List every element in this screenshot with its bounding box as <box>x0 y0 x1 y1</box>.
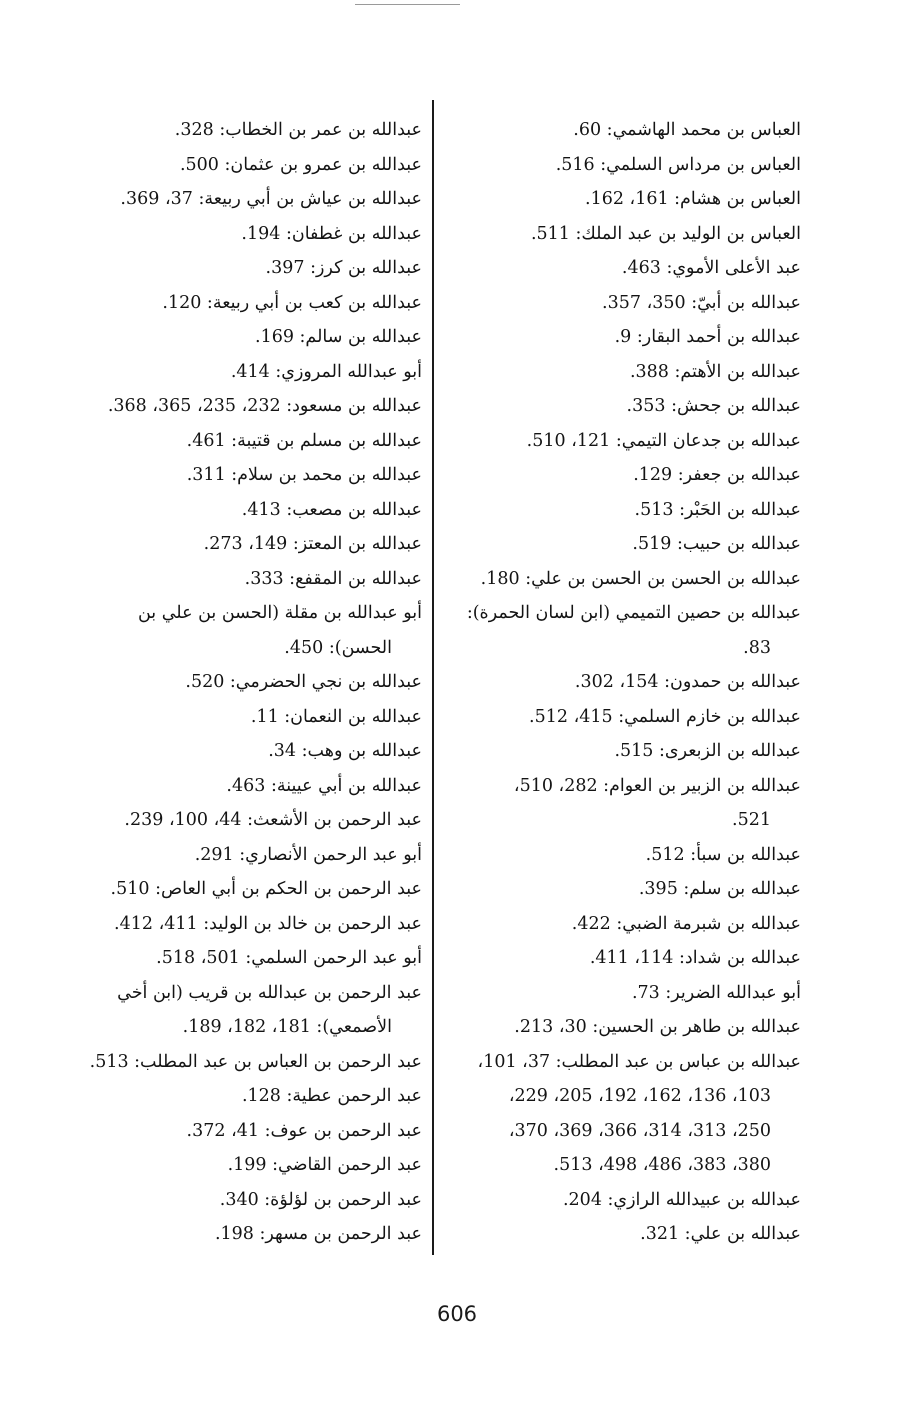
index-entry: أبو عبد الرحمن السلمي: 501، 518. <box>156 948 422 968</box>
index-entry: أبو عبدالله الضرير: 73. <box>631 982 801 1003</box>
index-entry: عبدالله بن عياش بن أبي ربيعة: 37، 369. <box>120 189 422 209</box>
index-entry: عبدالله بن مسعود: 232، 235، 365، 368. <box>107 396 422 416</box>
index-entry: عبدالله بن كعب بن أبي ربيعة: 120. <box>162 292 422 313</box>
index-entry: عبد الرحمن بن مسهر: 198. <box>214 1224 422 1244</box>
index-entry: عبدالله بن سلم: 395. <box>638 879 801 899</box>
index-entry: عبد الرحمن بن الأشعث: 44، 100، 239. <box>124 810 422 830</box>
index-column-right <box>411 113 801 1252</box>
index-entry: العباس بن مرداس السلمي: 516. <box>555 154 801 175</box>
index-entry: عبد الرحمن القاضي: 199. <box>227 1155 422 1175</box>
index-entry: عبدالله بن كرز: 397. <box>265 258 422 278</box>
page-number: 606 <box>436 1302 478 1326</box>
index-entry: عبدالله بن مصعب: 413. <box>241 499 422 520</box>
index-entry: عبد الأعلى الأموي: 463. <box>621 258 801 278</box>
index-entry: عبدالله بن نجي الحضرمي: 520. <box>185 672 422 692</box>
index-column-left <box>30 113 422 1252</box>
index-entry: عبدالله بن شداد: 114، 411. <box>589 948 801 968</box>
index-entry: عبد الرحمن بن خالد بن الوليد: 411، 412. <box>114 913 422 934</box>
index-entry-continuation: 250، 313، 314، 366، 369، 370، <box>508 1120 771 1141</box>
index-entry: عبدالله بن المعتز: 149، 273. <box>203 534 422 554</box>
index-entry: عبد الرحمن بن لؤلؤة: 340. <box>219 1189 422 1210</box>
index-entry: عبدالله بن حمدون: 154، 302. <box>574 672 801 692</box>
index-entry: أبو عبدالله بن مقلة (الحسن بن علي بن <box>137 603 422 623</box>
column-divider <box>432 100 434 1255</box>
index-entry: عبدالله بن الزبير بن العوام: 282، 510، <box>513 775 801 796</box>
index-entry: عبدالله بن أبي عيينة: 463. <box>226 775 422 796</box>
index-entry-continuation: 521. <box>732 810 771 830</box>
index-entry: عبد الرحمن بن العباس بن عبد المطلب: 513. <box>89 1051 422 1072</box>
index-entry: عبدالله بن عمرو بن عثمان: 500. <box>179 154 422 175</box>
index-entry: عبدالله بن سبأ: 512. <box>645 844 801 865</box>
index-entry-continuation: 83. <box>743 637 771 658</box>
index-entry: العباس بن الوليد بن عبد الملك: 511. <box>530 223 801 244</box>
header-rule <box>355 4 460 5</box>
index-entry: عبدالله بن الأهتم: 388. <box>629 361 801 382</box>
index-entry: عبدالله بن عباس بن عبد المطلب: 37، 101، <box>477 1051 801 1072</box>
index-entry: عبدالله بن الحسن بن الحسن بن علي: 180. <box>480 568 801 589</box>
index-entry: العباس بن هشام: 161، 162. <box>584 189 801 209</box>
index-entry: عبدالله بن عبيدالله الرازي: 204. <box>562 1189 801 1210</box>
index-entry-continuation: 103، 136، 162، 192، 205، 229، <box>508 1086 771 1106</box>
index-entry-continuation: الحسن): 450. <box>284 637 392 658</box>
index-entry: عبدالله بن عمر بن الخطاب: 328. <box>174 120 422 140</box>
index-entry: عبدالله بن محمد بن سلام: 311. <box>186 465 422 485</box>
index-entry: عبدالله بن الزبعرى: 515. <box>614 741 801 761</box>
index-entry: العباس بن محمد الهاشمي: 60. <box>573 120 801 140</box>
index-entry: عبدالله بن شبرمة الضبي: 422. <box>571 913 801 934</box>
index-entry: عبدالله بن أحمد البقار: 9. <box>614 327 801 347</box>
index-entry: عبدالله بن وهب: 34. <box>268 741 422 761</box>
index-entry-continuation: الأصمعي): 181، 182، 189. <box>182 1017 392 1037</box>
index-entry: عبدالله بن خازم السلمي: 415، 512. <box>529 706 801 727</box>
index-entry: عبد الرحمن بن عوف: 41، 372. <box>186 1120 422 1141</box>
index-entry: عبدالله بن سالم: 169. <box>254 327 422 347</box>
index-entry: عبد الرحمن بن عبدالله بن قريب (ابن أخي <box>117 982 422 1003</box>
index-entry: عبدالله بن النعمان: 11. <box>250 706 422 727</box>
index-entry: أبو عبد الرحمن الأنصاري: 291. <box>194 844 422 865</box>
index-entry: عبدالله بن جعفر: 129. <box>633 465 801 485</box>
index-entry: عبدالله بن جحش: 353. <box>626 396 801 416</box>
index-entry: عبدالله بن مسلم بن قتيبة: 461. <box>186 430 422 451</box>
index-entry: عبدالله بن حصين التميمي (ابن لسان الحمرة): <box>466 603 801 623</box>
index-entry: عبدالله بن علي: 321. <box>640 1224 801 1244</box>
index-entry: عبدالله بن غطفان: 194. <box>241 223 422 244</box>
index-entry: عبد الرحمن بن الحكم بن أبي العاص: 510. <box>110 879 422 899</box>
index-entry-continuation: 380، 383، 486، 498، 513. <box>553 1155 771 1175</box>
index-entry: عبدالله بن حبيب: 519. <box>632 534 801 554</box>
index-entry: عبدالله بن المقفع: 333. <box>244 568 422 589</box>
index-entry: عبدالله بن أبيّ: 350، 357. <box>602 292 801 313</box>
index-entry: عبد الرحمن عطية: 128. <box>241 1086 422 1106</box>
index-entry: عبدالله بن طاهر بن الحسين: 30، 213. <box>514 1017 801 1037</box>
index-entry: عبدالله بن الحَبْر: 513. <box>634 499 801 520</box>
index-entry: عبدالله بن جدعان التيمي: 121، 510. <box>526 430 801 451</box>
index-entry: أبو عبدالله المروزي: 414. <box>230 361 422 382</box>
